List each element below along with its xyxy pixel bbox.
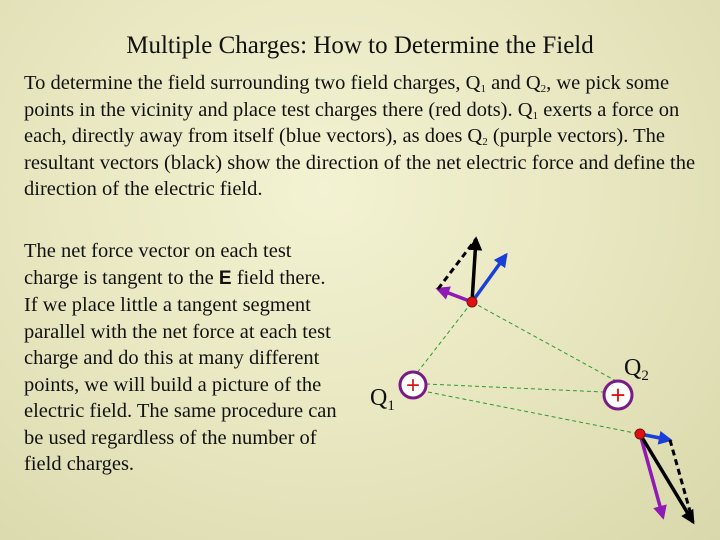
test-charge-bottom <box>635 429 645 439</box>
intro-paragraph: To determine the field surrounding two field charges, $Q_1$ and $Q_2$, we pick some points in the vicinity and place test charges there (red dots). $Q_1$ exerts a force on each, directly away from itself (blue vectors), as does $Q_2$ (purple vectors). The resultant vectors (black) show the direction of the net electric force and define the direction of the electric field. <box>24 72 696 200</box>
charge-q2-sign: + <box>610 380 626 410</box>
guide-line-q1-to-q2 <box>426 384 604 392</box>
parallelogram-dash-bottom <box>670 440 693 522</box>
charge-q1-label: $Q_1$ <box>370 385 395 414</box>
net-force-vector-top <box>472 239 476 302</box>
q2-force-vector-bottom <box>640 434 663 517</box>
e-field-symbol: E <box>218 267 232 289</box>
charge-q1 <box>370 372 426 414</box>
parallelogram-dash-top <box>438 239 476 289</box>
guide-line-q1-to-top <box>413 302 472 378</box>
net-force-vector-bottom <box>640 434 693 522</box>
charge-q2 <box>604 355 649 410</box>
q1-force-vector-top <box>472 255 506 302</box>
explanation-paragraph: The net force vector on each test charge is tangent to the E field there. If we place little a tangent segment parallel with the net force at each test charge and do this at many different points, we will build a picture of the electric field. The same procedure can be used regardless of the number of field charges. <box>24 240 337 475</box>
charge-q2-label: $Q_2$ <box>624 355 649 384</box>
guide-line-top-to-q2 <box>472 302 618 382</box>
charge-q1-sign: + <box>405 372 421 399</box>
test-charge-top <box>467 297 477 307</box>
page-title: Multiple Charges: How to Determine the Field <box>126 32 594 59</box>
